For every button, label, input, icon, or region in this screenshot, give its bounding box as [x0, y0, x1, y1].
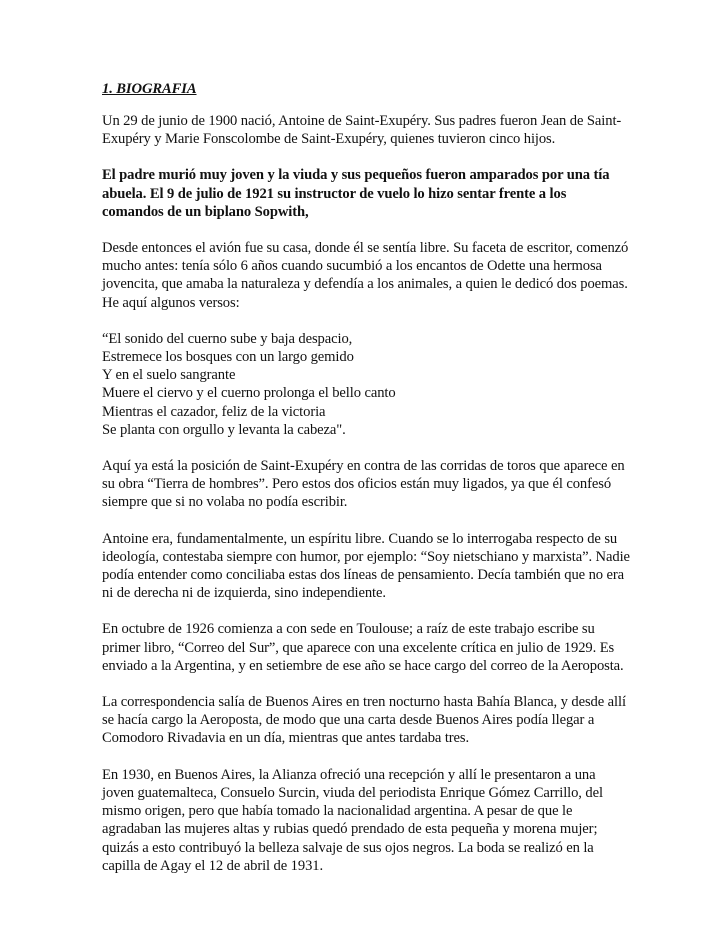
text-line: Un 29 de junio de 1900 nació, Antoine de Saint-Exupéry. Sus padres fueron Jean de Saint- [102, 113, 622, 129]
text-line: Muere el ciervo y el cuerno prolonga el bello canto [102, 385, 396, 402]
paragraph [102, 166, 632, 221]
text-line: ni de derecha ni de izquierda, sino independiente. [102, 585, 386, 602]
text-line: Estremece los bosques con un largo gemido [102, 349, 354, 366]
text-line: Exupéry y Marie Fonscolombe de Saint-Exupéry, quienes tuvieron cinco hijos. [102, 131, 556, 148]
text-line: joven guatemalteca, Consuelo Surcin, viuda del periodista Enrique Gómez Carrillo, del [102, 784, 603, 801]
text-line: agradaban las mujeres altas y rubias quedó prendado de esta pequeña y morena mujer; [102, 821, 598, 838]
text-line: jovencita, que amaba la naturaleza y defendía a los animales, a quien le dedicó dos poemas. [102, 276, 628, 293]
text-line: primer libro, “Correo del Sur”, que aparece con una excelente crítica en julio de 1929. Es [102, 639, 615, 656]
text-line: ideología, contestaba siempre con humor, por ejemplo: “Soy nietschiano y marxista”. Nadie [102, 548, 630, 565]
text-line: comandos de un biplano Sopwith, [102, 203, 309, 220]
text-line: He aquí algunos versos: [102, 294, 240, 311]
text-line: mismo origen, pero que había tomado la nacionalidad argentina. A pesar de que le [102, 803, 573, 820]
paragraph [102, 693, 632, 748]
text-line: quizás a esto contribuyó la belleza salvaje de sus ojos negros. La boda se realizó en la [102, 839, 594, 856]
text-line: La correspondencia salía de Buenos Aires en tren nocturno hasta Bahía Blanca, y desde allí [102, 694, 626, 711]
paragraph [102, 766, 632, 875]
text-line: Aquí ya está la posición de Saint-Exupéry en contra de las corridas de toros que aparece en [102, 458, 625, 475]
paragraph [102, 239, 632, 312]
text-line: En octubre de 1926 comienza a con sede en Toulouse; a raíz de este trabajo escribe su [102, 621, 595, 638]
text-line: su obra “Tierra de hombres”. Pero estos dos oficios están muy ligados, ya que él confesó [102, 476, 612, 493]
text-line: siempre que si no volaba no podía escribir. [102, 494, 348, 511]
text-line: En 1930, en Buenos Aires, la Alianza ofreció una recepción y allí le presentaron a una [102, 766, 596, 783]
section-heading: 1. BIOGRAFIA [102, 81, 197, 97]
text-line: Desde entonces el avión fue su casa, donde él se sentía libre. Su faceta de escritor, comenzó [102, 240, 629, 257]
text-line: podía entender como conciliaba estas dos líneas de pensamiento. Decía también que no era [102, 567, 625, 584]
text-line: capilla de Agay el 12 de abril de 1931. [102, 857, 324, 874]
text-line: enviado a la Argentina, y en setiembre de ese año se hace cargo del correo de la Aeroposta. [102, 657, 624, 674]
text-line: Se planta con orgullo y levanta la cabeza". [102, 421, 346, 438]
text-line: “El sonido del cuerno sube y baja despacio, [102, 330, 353, 347]
paragraph [102, 330, 632, 439]
text-line: se hacía cargo la Aeroposta, de modo que una carta desde Buenos Aires podía llegar a [102, 712, 595, 729]
paragraph [102, 112, 632, 148]
text-line: Comodoro Rivadavia en un día, mientras que antes tardaba tres. [102, 730, 470, 747]
text-line: Antoine era, fundamentalmente, un espíritu libre. Cuando se lo interrogaba respecto de su [102, 530, 618, 547]
text-line: abuela. El 9 de julio de 1921 su instructor de vuelo lo hizo sentar frente a los [102, 185, 567, 202]
document-body [102, 112, 632, 875]
text-line: El padre murió muy joven y la viuda y sus pequeños fueron amparados por una tía [102, 167, 610, 184]
document-page [102, 80, 632, 893]
text-line: mucho antes: tenía sólo 6 años cuando sucumbió a los encantos de Odette una hermosa [102, 258, 602, 275]
paragraph [102, 530, 632, 603]
paragraph [102, 620, 632, 675]
text-line: Y en el suelo sangrante [102, 367, 236, 384]
text-line: Mientras el cazador, feliz de la victoria [102, 403, 326, 420]
paragraph [102, 457, 632, 512]
